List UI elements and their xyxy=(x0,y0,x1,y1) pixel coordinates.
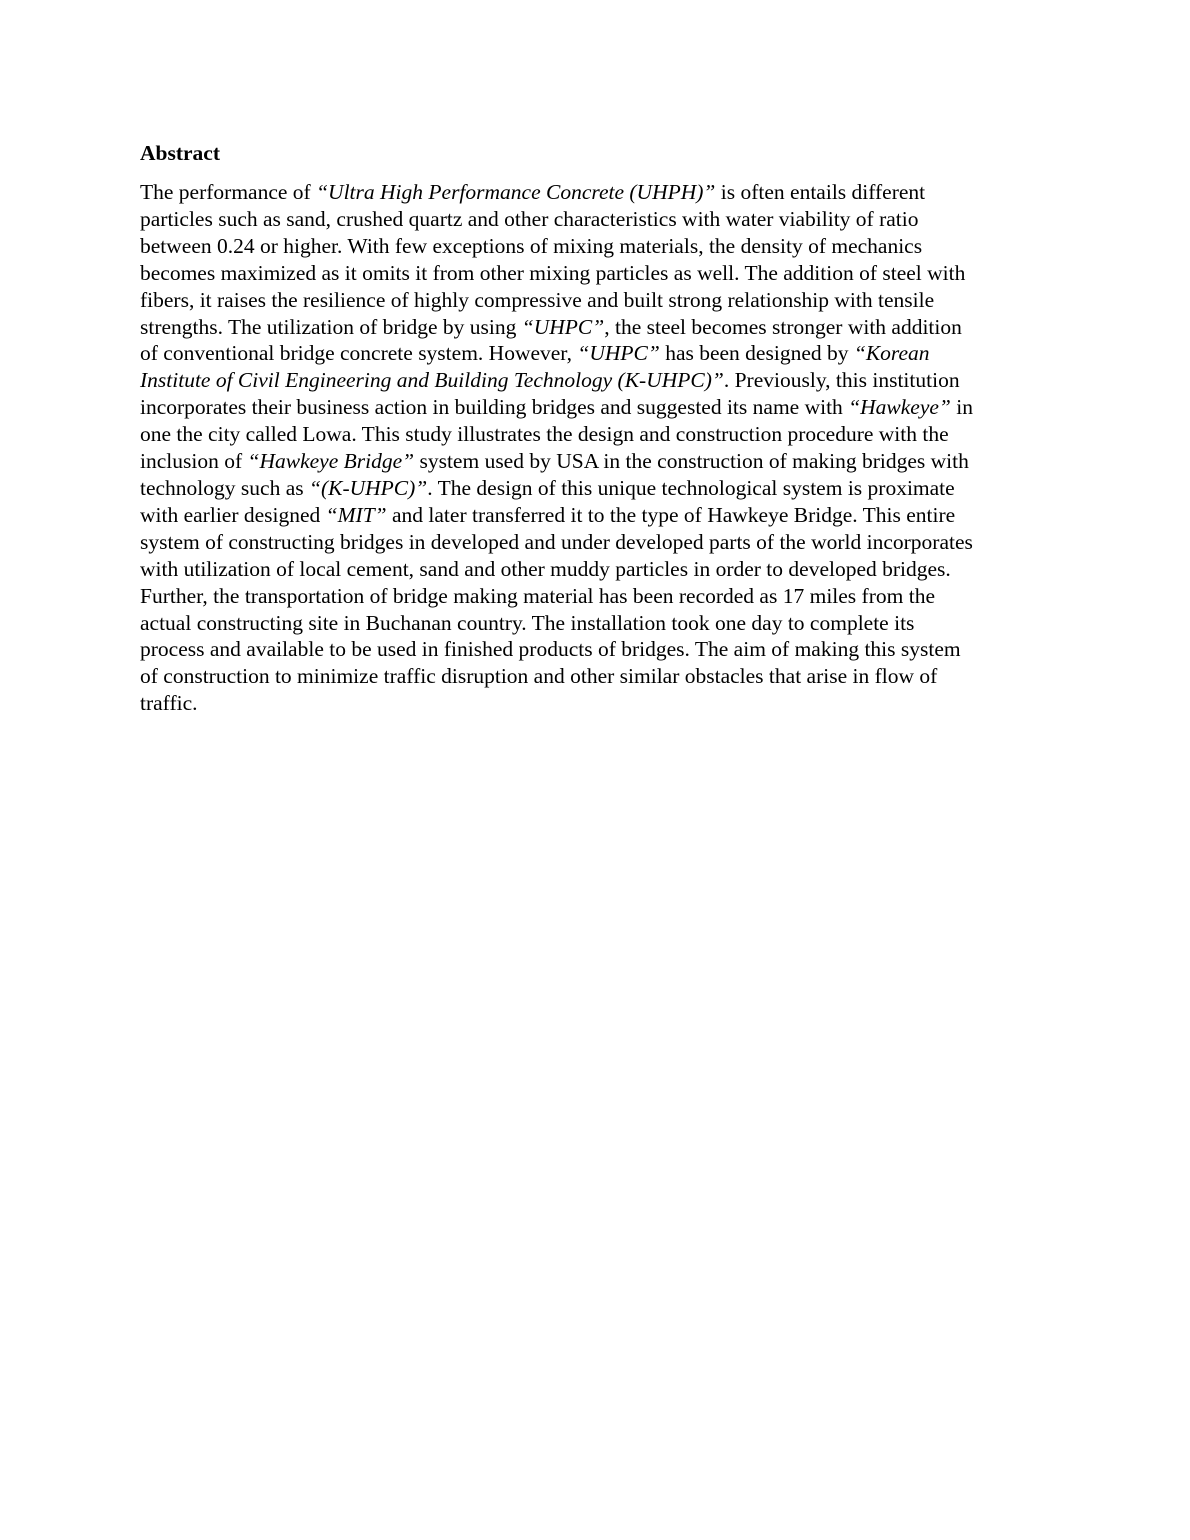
paragraph-line xyxy=(140,421,1050,448)
text-run: strengths. The utilization of bridge by using xyxy=(140,314,522,339)
italic-text-run: “UHPC” xyxy=(521,314,605,339)
text-run: and later transferred it to the type of Hawkeye Bridge. This entire xyxy=(386,502,956,527)
paragraph-line xyxy=(140,287,1050,314)
abstract-paragraph xyxy=(140,179,1050,717)
paragraph-line xyxy=(140,314,1050,341)
text-run: inclusion of xyxy=(140,449,248,474)
text-run: fibers, it raises the resilience of highly compressive and built strong relationship with tensile xyxy=(140,287,935,312)
paragraph-line xyxy=(140,556,1050,583)
italic-text-run: “UHPC” xyxy=(577,341,660,366)
paragraph-line xyxy=(140,583,1050,610)
text-run: of conventional bridge concrete system. However, xyxy=(140,341,578,366)
italic-text-run: “MIT” xyxy=(325,502,387,527)
text-run: , the steel becomes stronger with addition xyxy=(604,314,962,339)
text-run: process and available to be used in finished products of bridges. The aim of making this system xyxy=(140,637,961,662)
paragraph-line xyxy=(140,475,1050,502)
text-run: system used by USA in the construction of making bridges with xyxy=(414,449,969,474)
paragraph-line xyxy=(140,690,1050,717)
paragraph-line xyxy=(140,233,1050,260)
paragraph-line xyxy=(140,394,1050,421)
text-run: one the city called Lowa. This study illustrates the design and construction procedure with the xyxy=(140,422,949,447)
text-run: is often entails different xyxy=(715,180,926,204)
italic-text-run: “Hawkeye” xyxy=(848,395,951,420)
italic-text-run: “(K-UHPC)” xyxy=(308,475,428,500)
text-run: between 0.24 or higher. With few exceptions of mixing materials, the density of mechanics xyxy=(140,233,923,258)
text-run: system of constructing bridges in developed and under developed parts of the world incorporates xyxy=(140,529,973,554)
text-run: of construction to minimize traffic disruption and other similar obstacles that arise in flow of xyxy=(140,664,938,689)
paragraph-line xyxy=(140,367,1050,394)
italic-text-run: Institute of Civil Engineering and Building Technology (K-UHPC)” xyxy=(140,368,724,393)
text-run: . The design of this unique technological system is proximate xyxy=(427,475,955,500)
paragraph-line xyxy=(140,529,1050,556)
section-heading: Abstract xyxy=(140,141,221,165)
text-run: with earlier designed xyxy=(140,502,326,527)
text-run: incorporates their business action in building bridges and suggested its name with xyxy=(140,395,849,420)
document-content xyxy=(140,138,1050,717)
text-run: in xyxy=(950,395,973,420)
paragraph-line xyxy=(140,636,1050,663)
text-run: actual constructing site in Buchanan country. The installation took one day to complete its xyxy=(140,610,915,635)
text-run: becomes maximized as it omits it from other mixing particles as well. The addition of steel with xyxy=(140,260,966,285)
text-run: technology such as xyxy=(140,475,309,500)
paragraph-line xyxy=(140,663,1050,690)
paragraph-line xyxy=(140,610,1050,637)
paragraph-line xyxy=(140,502,1050,529)
text-run: particles such as sand, crushed quartz and other characteristics with water viability of ratio xyxy=(140,206,919,231)
italic-text-run: “Hawkeye Bridge” xyxy=(247,449,415,474)
paragraph-line xyxy=(140,448,1050,475)
text-run: has been designed by xyxy=(659,341,854,366)
paragraph-line xyxy=(140,206,1050,233)
italic-text-run: “Ultra High Performance Concrete (UHPH)” xyxy=(316,180,716,204)
text-run: traffic. xyxy=(140,691,198,716)
text-run: with utilization of local cement, sand and other muddy particles in order to developed bridges. xyxy=(140,556,951,581)
paragraph-line xyxy=(140,260,1050,287)
text-run: . Previously, this institution xyxy=(723,368,960,393)
paragraph-line xyxy=(140,340,1050,367)
italic-text-run: “Korean xyxy=(853,341,930,366)
text-run: Further, the transportation of bridge making material has been recorded as 17 miles from the xyxy=(140,583,935,608)
text-run: The performance of xyxy=(140,180,317,204)
paragraph-line xyxy=(140,179,1050,206)
